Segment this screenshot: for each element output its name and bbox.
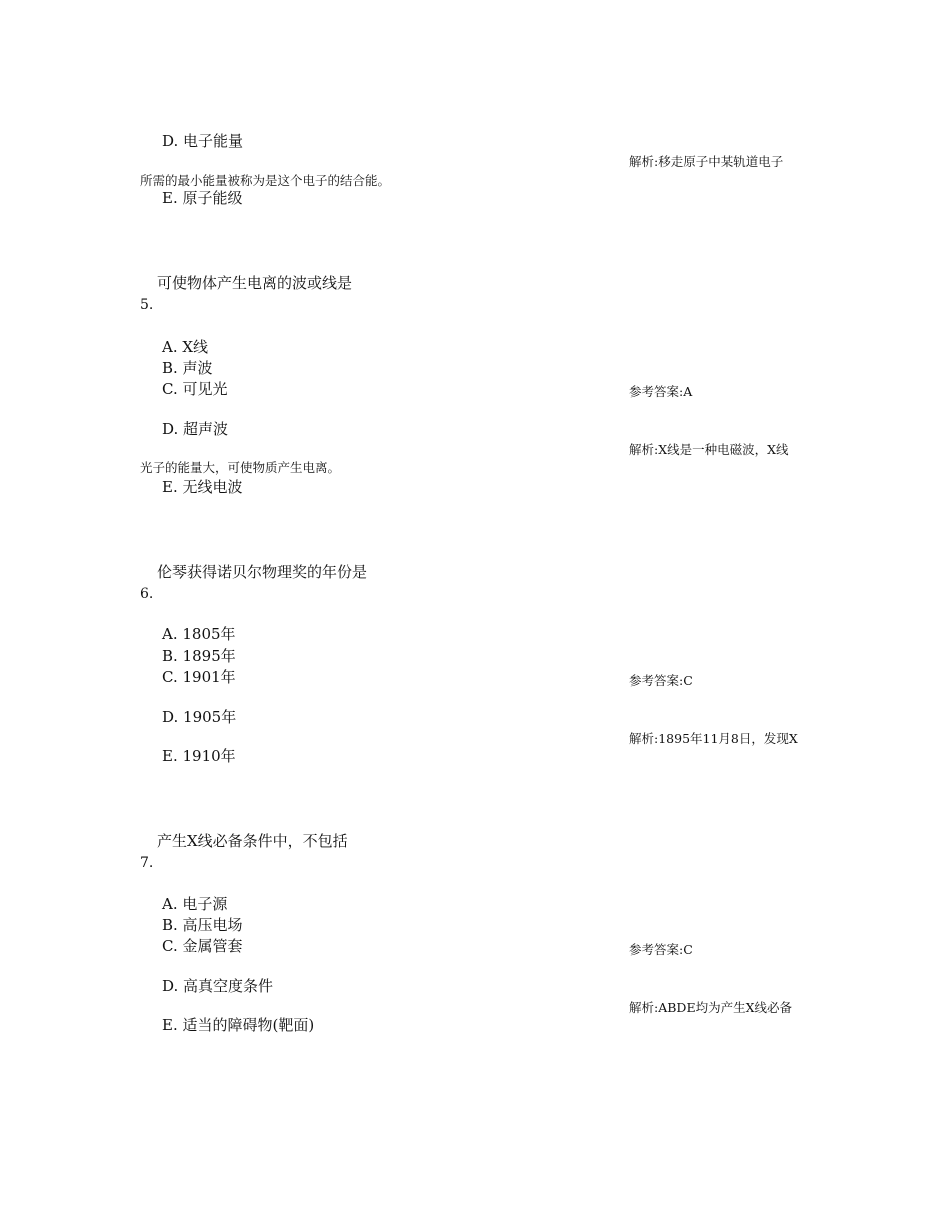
reference-answer: 参考答案:A (629, 384, 693, 399)
question-stem: 伦琴获得诺贝尔物理奖的年份是 (157, 563, 368, 581)
question-stem: 产生X线必备条件中，不包括 (157, 832, 348, 850)
option-d: D. 高真空度条件 (162, 977, 274, 995)
option-d: D. 超声波 (162, 420, 229, 438)
option-c: C. 可见光 (162, 380, 228, 398)
question-number: 6. (140, 586, 154, 602)
prev-option-d: D. 电子能量 (162, 132, 244, 150)
explanation: 解析:ABDE均为产生X线必备 (629, 1000, 792, 1015)
question-stem: 可使物体产生电离的波或线是 (157, 274, 353, 292)
option-a: A. 1805年 (162, 625, 236, 643)
option-b: B. 高压电场 (162, 916, 243, 934)
question-number: 7. (140, 855, 154, 871)
prev-explanation-continued: 所需的最小能量被称为是这个电子的结合能。 (140, 173, 391, 188)
option-c: C. 金属管套 (162, 937, 243, 955)
option-e: E. 1910年 (162, 747, 236, 765)
option-e: E. 适当的障碍物(靶面) (162, 1016, 315, 1034)
option-c: C. 1901年 (162, 668, 236, 686)
explanation: 解析:X线是一种电磁波，X线 (629, 442, 789, 457)
prev-explanation: 解析:移走原子中某轨道电子 (629, 154, 784, 169)
option-a: A. 电子源 (162, 895, 228, 913)
option-a: A. X线 (162, 338, 209, 356)
option-b: B. 声波 (162, 359, 213, 377)
option-d: D. 1905年 (162, 708, 237, 726)
option-b: B. 1895年 (162, 647, 236, 665)
question-number: 5. (140, 297, 154, 313)
option-e: E. 无线电波 (162, 478, 243, 496)
explanation: 解析:1895年11月8日，发现X (629, 731, 798, 746)
reference-answer: 参考答案:C (629, 942, 693, 957)
explanation-continued: 光子的能量大，可使物质产生电离。 (140, 460, 341, 475)
prev-option-e: E. 原子能级 (162, 189, 243, 207)
reference-answer: 参考答案:C (629, 673, 693, 688)
